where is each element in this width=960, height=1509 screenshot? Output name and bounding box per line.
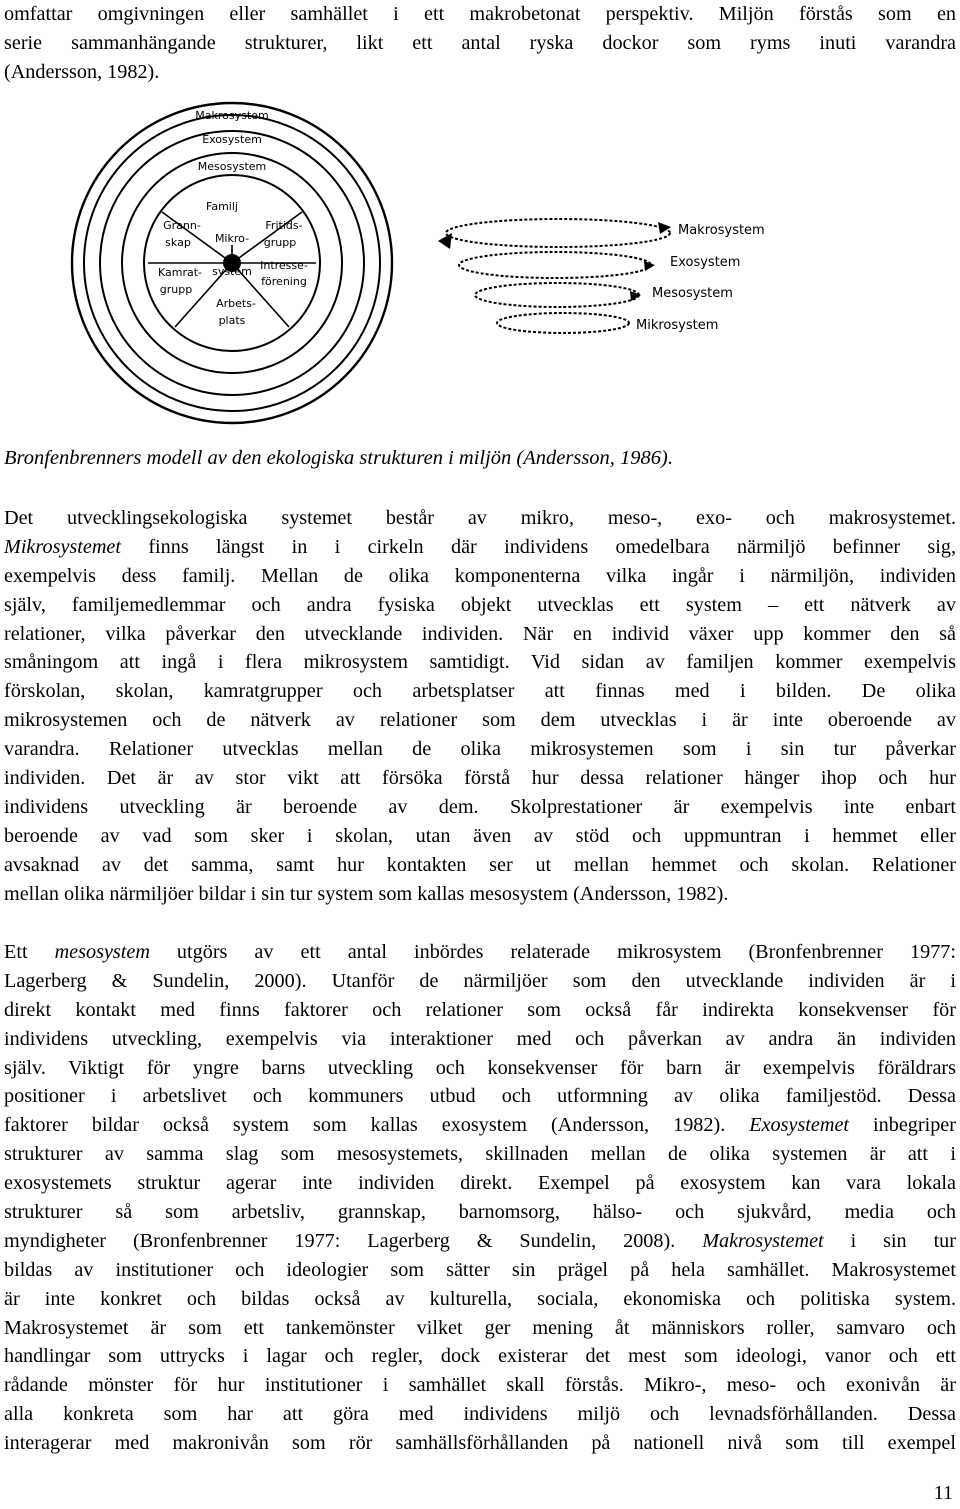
label-fritid-1: Fritids- bbox=[265, 219, 303, 232]
label-kamrat-2: grupp bbox=[159, 283, 193, 296]
label-makrosystem: Makrosystem bbox=[195, 109, 269, 122]
text-line: Lagerberg & Sundelin, 2000). Utanför de närmiljöer som den utvecklande individen är i bbox=[4, 969, 956, 992]
text-line: själv, familjemedlemmar och andra fysiska objekt utvecklas ett system – ett nätverk av bbox=[4, 593, 956, 616]
text-line: själv. Viktigt för yngre barns utveckling och konsekvenser för barn är exempelvis föräldrars bbox=[4, 1056, 956, 1079]
text-span: myndigheter (Bronfenbrenner 1977: Lagerberg & Sundelin, 2008). bbox=[4, 1229, 703, 1252]
text-line: beroende av vad som sker i skolan, utan även av stöd och uppmuntran i hemmet eller bbox=[4, 824, 956, 847]
page-number: 11 bbox=[933, 1482, 953, 1504]
text-line: relationer, vilka påverkar den utvecklande individen. När en individ växer upp kommer den så bbox=[4, 622, 956, 645]
label-kamrat-1: Kamrat- bbox=[157, 266, 203, 279]
bronfenbrenner-figure bbox=[0, 95, 960, 425]
text-line: individens utveckling är beroende av dem. Skolprestationer är exempelvis inte enbart bbox=[4, 795, 956, 818]
text-line bbox=[4, 1111, 956, 1140]
term-mesosystem: mesosystem bbox=[54, 941, 150, 963]
text-line: serie sammanhängande strukturer, likt ett antal ryska dockor som ryms inuti varandra bbox=[4, 31, 956, 54]
text-line: Det utvecklingsekologiska systemet består av mikro, meso-, exo- och makrosystemet. bbox=[4, 507, 956, 529]
spiral-label-meso: Mesosystem bbox=[652, 286, 733, 301]
text-line: Makrosystemet är som ett tankemönster vilket ger mening åt människors roller, samvaro och bbox=[4, 1316, 956, 1339]
text-line: rådande mönster för hur institutioner i samhället skall förstås. Mikro-, meso- och exonivån är bbox=[4, 1374, 956, 1397]
term-exosystemet: Exosystemet bbox=[749, 1114, 850, 1137]
spiral-exo-loop bbox=[459, 252, 651, 278]
text-line: individens utveckling, exempelvis via interaktioner med och påverkan av andra än individen bbox=[4, 1027, 956, 1050]
label-fritid-2: grupp bbox=[263, 236, 297, 249]
text-line: exosystemets struktur agerar inte individen direkt. Exempel på exosystem kan vara lokala bbox=[4, 1172, 956, 1195]
text-line: (Andersson, 1982). bbox=[4, 60, 160, 83]
text-line: exempelvis dess familj. Mellan de olika komponenterna vilka ingår i närmiljön, individen bbox=[4, 564, 956, 587]
label-arbete-1: Arbets- bbox=[216, 297, 256, 310]
text-line: handlingar som uttrycks i lagar och regler, dock existerar det mest som ideologi, vanor och ett bbox=[4, 1345, 956, 1368]
label-exosystem: Exosystem bbox=[202, 133, 262, 146]
term-makrosystemet: Makrosystemet bbox=[702, 1229, 824, 1252]
intro-paragraph bbox=[4, 0, 956, 87]
spiral-mikro-loop bbox=[497, 313, 629, 333]
text-line: förskolan, skolan, kamratgrupper och arbetsplatser att finnas med i bilden. De olika bbox=[4, 680, 956, 703]
label-grannskap-2: skap bbox=[165, 236, 191, 249]
spiral-label-makro: Makrosystem bbox=[678, 223, 765, 238]
paragraph-mikrosystem bbox=[4, 504, 956, 908]
text-line: strukturer av samma slag som mesosystemets, skillnaden mellan de olika systemen är att i bbox=[4, 1143, 956, 1166]
text-line: strukturer så som arbetsliv, grannskap, barnomsorg, hälso- och sjukvård, media och bbox=[4, 1201, 956, 1224]
text-span: inbegriper bbox=[849, 1114, 956, 1137]
text-span: utgörs av ett antal inbördes relaterade mikrosystem (Bronfenbrenner 1977: bbox=[149, 941, 956, 963]
text-line bbox=[4, 533, 956, 562]
label-intresse-2: förening bbox=[261, 275, 307, 288]
spiral-makro-loop bbox=[446, 219, 670, 247]
text-line: bildas av institutioner och ideologier som sätter sin prägel på hela samhället. Makrosystemet bbox=[4, 1258, 956, 1281]
paragraph-meso-exo-makro bbox=[4, 938, 956, 1458]
label-grannskap-1: Grann- bbox=[163, 219, 201, 232]
term-mikrosystemet: Mikrosystemet bbox=[4, 535, 121, 558]
spiral-label-exo: Exosystem bbox=[670, 255, 741, 270]
spiral-label-mikro: Mikrosystem bbox=[636, 318, 719, 333]
spiral-model bbox=[446, 219, 670, 333]
text-span: Ett bbox=[4, 941, 55, 963]
text-line: interagerar med makronivån som rör samhällsförhållanden på nationell nivå som till exempel bbox=[4, 1432, 956, 1455]
text-line: är inte konkret och bildas också av kulturella, sociala, ekonomiska och politiska system. bbox=[4, 1287, 956, 1310]
text-line: mikrosystemen och de nätverk av relationer som dem utvecklas i är inte oberoende av bbox=[4, 709, 956, 732]
label-mikro-1: Mikro- bbox=[214, 232, 250, 245]
text-line: småningom att ingå i flera mikrosystem samtidigt. Vid sidan av familjen kommer exempelvis bbox=[4, 651, 956, 674]
text-span: faktorer bildar också system som kallas exosystem (Andersson, 1982). bbox=[4, 1114, 750, 1137]
arrow-icon bbox=[438, 233, 452, 249]
text-line bbox=[4, 938, 956, 967]
text-line bbox=[4, 1227, 956, 1256]
figure-caption: Bronfenbrenners modell av den ekologiska strukturen i miljön (Andersson, 1986). bbox=[4, 447, 673, 469]
label-familj: Familj bbox=[206, 200, 238, 213]
text-span: i sin tur bbox=[823, 1229, 956, 1252]
text-line: varandra. Relationer utvecklas mellan de olika mikrosystemen som i sin tur påverkar bbox=[4, 738, 956, 761]
text-line: alla konkreta som har att göra med individens miljö och levnadsförhållanden. Dessa bbox=[4, 1403, 956, 1426]
label-mikro-2: system bbox=[212, 265, 252, 278]
text-line: individen. Det är av stor vikt att försöka förstå hur dessa relationer hänger ihop och hur bbox=[4, 767, 956, 790]
label-mesosystem: Mesosystem bbox=[197, 160, 267, 173]
label-intresse-1: Intresse- bbox=[260, 259, 308, 272]
text-line: mellan olika närmiljöer bildar i sin tur system som kallas mesosystem (Andersson, 1982). bbox=[4, 882, 729, 905]
text-line: direkt kontakt med finns faktorer och relationer som också får indirekta konsekvenser för bbox=[4, 998, 956, 1021]
text-span: finns längst in i cirkeln där individens omedelbara närmiljö befinner sig, bbox=[120, 535, 956, 558]
text-line: omfattar omgivningen eller samhället i ett makrobetonat perspektiv. Miljön förstås som en bbox=[4, 3, 956, 25]
spiral-meso-loop bbox=[475, 283, 639, 307]
label-arbete-2: plats bbox=[218, 314, 246, 327]
text-line: avsaknad av det samma, samt hur kontakten ser ut mellan hemmet och skolan. Relationer bbox=[4, 853, 956, 876]
ecological-model-diagram bbox=[0, 95, 960, 425]
text-line: positioner i arbetslivet och kommuners utbud och utformning av olika familjestöd. Dessa bbox=[4, 1085, 956, 1108]
